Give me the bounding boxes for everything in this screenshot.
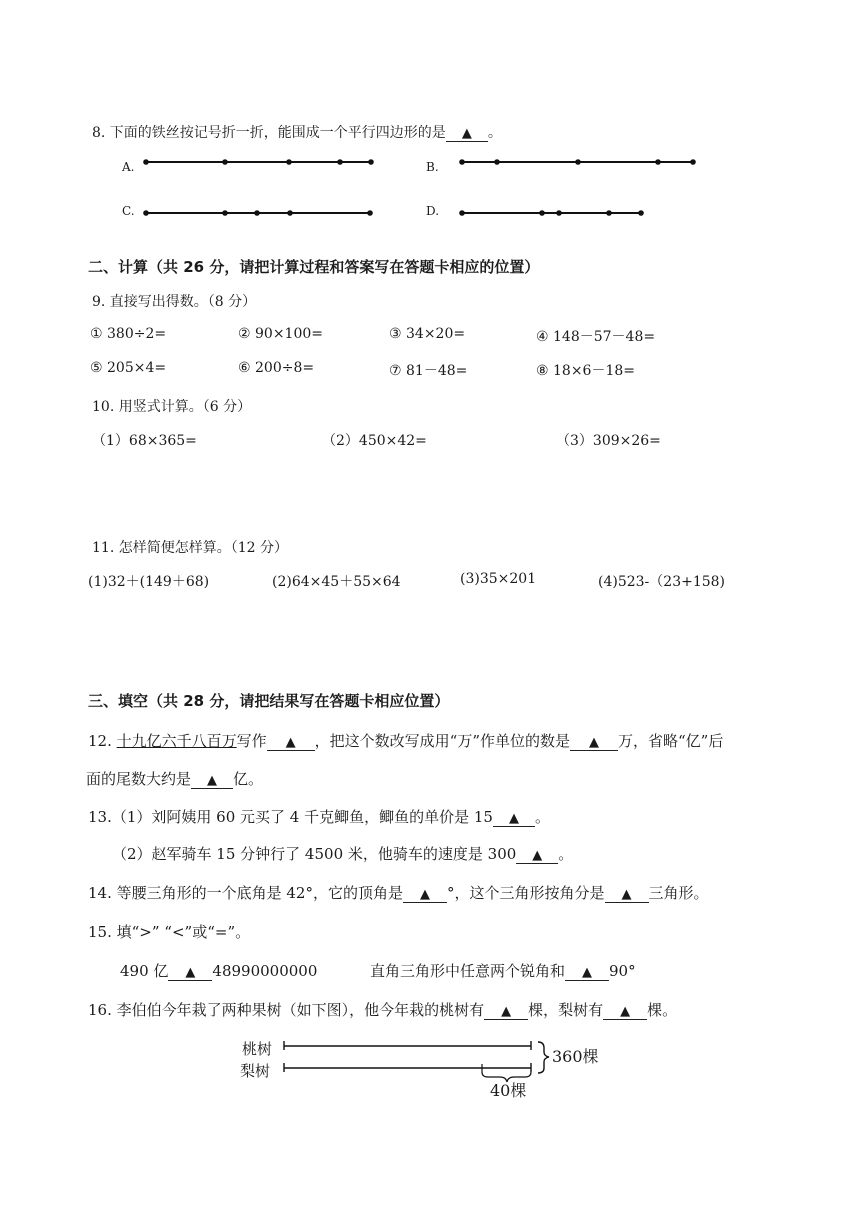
q15-left-number: 48990000000 bbox=[212, 962, 318, 980]
q12-text-5: 亿。 bbox=[233, 770, 264, 788]
q16-segment-diagram bbox=[0, 1030, 860, 1110]
q9-item-6: ⑥ 200÷8= bbox=[238, 360, 315, 376]
q12-number-words: 十九亿六千八百万 bbox=[116, 732, 237, 750]
q16-line bbox=[88, 999, 677, 1020]
q13-text-2: 。 bbox=[534, 808, 550, 826]
wire-b[interactable] bbox=[459, 159, 696, 165]
diagram-total-label: 360棵 bbox=[552, 1047, 599, 1066]
q12-blank-2[interactable]: ▲ bbox=[570, 736, 618, 751]
pear-segment bbox=[284, 1063, 531, 1072]
q16-text-3: 棵。 bbox=[647, 1001, 678, 1019]
wire-d[interactable] bbox=[459, 210, 644, 216]
q15-blank-2[interactable]: ▲ bbox=[565, 966, 609, 981]
q12-line2 bbox=[86, 768, 263, 789]
q13-line1 bbox=[88, 806, 550, 827]
q9-item-8: ⑧ 18×6－18= bbox=[536, 363, 635, 379]
q10-title: 10. 用竖式计算。（6 分） bbox=[92, 399, 252, 415]
q12-number: 12. bbox=[88, 732, 112, 750]
q12-blank-3[interactable]: ▲ bbox=[191, 774, 233, 789]
q16-text-1: 16. 李伯伯今年栽了两种果树（如下图），他今年栽的桃树有 bbox=[88, 1001, 485, 1019]
q9-item-4: ④ 148－57－48= bbox=[536, 329, 656, 345]
q12-text-3: 万，省略“亿”后 bbox=[618, 732, 724, 750]
q16-text-2: 棵，梨树有 bbox=[528, 1001, 604, 1019]
q14-text-1: 14. 等腰三角形的一个底角是 42°，它的顶角是 bbox=[88, 884, 403, 902]
q12-text-4: 面的尾数大约是 bbox=[86, 770, 192, 788]
q15-right-value: 90° bbox=[609, 962, 636, 980]
q10-item-1: （1）68×365= bbox=[92, 433, 197, 449]
q9-item-7: ⑦ 81－48= bbox=[389, 363, 468, 379]
q13-blank-2[interactable]: ▲ bbox=[516, 849, 558, 864]
q15-right bbox=[370, 960, 636, 981]
q8-prompt: 8. 下面的铁丝按记号折一折，能围成一个平行四边形的是 bbox=[92, 125, 446, 141]
q13-text-3: （2）赵军骑车 15 分钟行了 4500 米，他骑车的速度是 300 bbox=[112, 845, 517, 863]
q8-option-c-label: C. bbox=[122, 204, 135, 218]
q14-line bbox=[88, 882, 709, 903]
q8-option-b-label: B. bbox=[426, 160, 439, 174]
q13-text-1: 13.（1）刘阿姨用 60 元买了 4 千克鲫鱼，鲫鱼的单价是 15 bbox=[88, 808, 493, 826]
q8-suffix: 。 bbox=[487, 125, 502, 141]
q12-blank-1[interactable]: ▲ bbox=[267, 736, 315, 751]
q11-item-2: (2)64×45＋55×64 bbox=[272, 574, 401, 590]
section2-title: 二、计算（共 26 分，请把计算过程和答案写在答题卡相应的位置） bbox=[88, 258, 540, 276]
q15-blank-1[interactable]: ▲ bbox=[168, 966, 212, 981]
q9-item-1: ① 380÷2= bbox=[90, 326, 167, 342]
q13-blank-1[interactable]: ▲ bbox=[493, 812, 535, 827]
q11-item-4: (4)523-（23+158) bbox=[598, 574, 726, 590]
q16-blank-1[interactable]: ▲ bbox=[484, 1005, 528, 1020]
q10-item-2: （2）450×42= bbox=[322, 433, 427, 449]
q9-item-2: ② 90×100= bbox=[238, 326, 323, 342]
q14-blank-2[interactable]: ▲ bbox=[605, 888, 649, 903]
q8-wire-diagrams bbox=[0, 0, 860, 240]
q14-text-3: 三角形。 bbox=[648, 884, 709, 902]
q11-item-1: (1)32＋(149＋68) bbox=[88, 574, 210, 590]
wire-a[interactable] bbox=[143, 159, 374, 165]
diagram-label-peach: 桃树 bbox=[242, 1040, 273, 1058]
diagram-label-pear: 梨树 bbox=[240, 1062, 271, 1080]
q15-title: 15. 填“>” “<”或“=”。 bbox=[88, 923, 251, 941]
q12-text-2: ，把这个数改写成用“万”作单位的数是 bbox=[314, 732, 571, 750]
q15-right-text: 直角三角形中任意两个锐角和 bbox=[370, 962, 566, 980]
q11-item-3: (3)35×201 bbox=[460, 571, 537, 587]
q14-text-2: °，这个三角形按角分是 bbox=[446, 884, 605, 902]
q10-item-3: （3）309×26= bbox=[556, 433, 661, 449]
q13-text-4: 。 bbox=[558, 845, 574, 863]
q8-answer-blank[interactable]: ▲ bbox=[446, 127, 488, 142]
q9-item-5: ⑤ 205×4= bbox=[90, 360, 167, 376]
q11-title: 11. 怎样简便怎样算。（12 分） bbox=[92, 540, 288, 556]
q12-line1 bbox=[88, 730, 723, 751]
section3-title: 三、填空（共 28 分，请把结果写在答题卡相应位置） bbox=[88, 692, 450, 710]
q16-blank-2[interactable]: ▲ bbox=[603, 1005, 647, 1020]
q9-item-3: ③ 34×20= bbox=[389, 326, 466, 342]
diagram-diff-label: 40棵 bbox=[490, 1081, 527, 1100]
total-brace bbox=[538, 1042, 549, 1073]
q13-line2 bbox=[112, 843, 573, 864]
peach-segment bbox=[284, 1041, 531, 1050]
q15-left bbox=[120, 960, 317, 981]
q14-blank-1[interactable]: ▲ bbox=[403, 888, 447, 903]
q9-title: 9. 直接写出得数。（8 分） bbox=[92, 294, 257, 310]
q8-option-d-label: D. bbox=[426, 204, 440, 218]
q12-text-1: 写作 bbox=[236, 732, 267, 750]
q8-option-a-label: A. bbox=[122, 160, 135, 174]
q15-left-text: 490 亿 bbox=[120, 962, 169, 980]
wire-c[interactable] bbox=[143, 210, 373, 216]
